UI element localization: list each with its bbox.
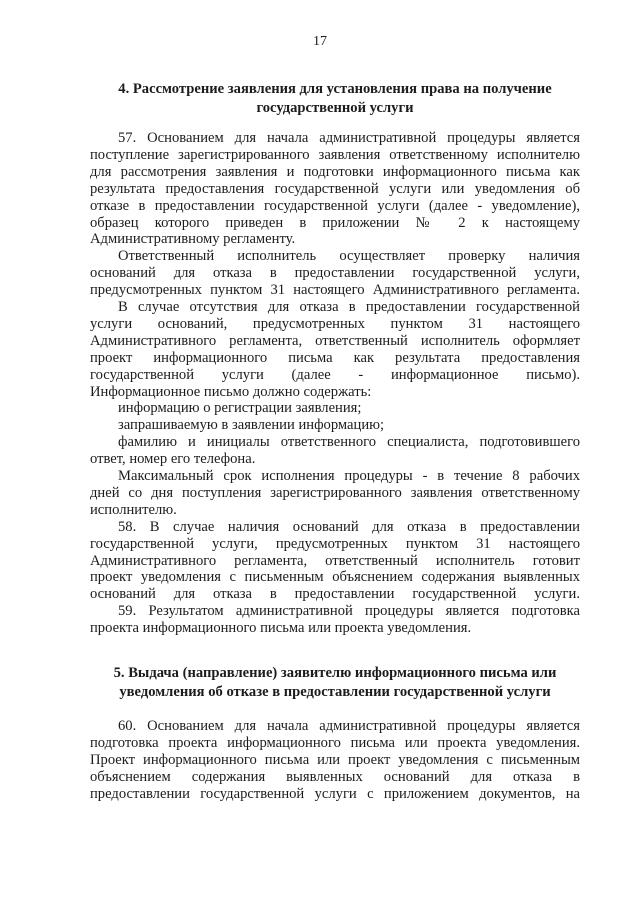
paragraph-line: поступление зарегистрированного заявления ответственному исполнителю — [90, 146, 580, 163]
section-4-heading-line-2: государственной услуги — [256, 100, 414, 116]
section-5-heading — [90, 664, 580, 702]
paragraph-line: 60. Основанием для начала административной процедуры является — [118, 718, 580, 734]
paragraph-line: оснований для отказа в предоставлении государственной услуги. — [90, 586, 580, 603]
paragraph-line: Проект информационного письма или проект уведомления с письменным — [90, 751, 580, 768]
paragraph-line: дней со дня поступления зарегистрированного заявления ответственному — [90, 484, 580, 501]
list-item: информацию о регистрации заявления; — [118, 400, 362, 417]
section-4-heading-line-1: 4. Рассмотрение заявления для установления права на получение — [118, 81, 552, 97]
paragraph-line: предоставлении государственной услуги с приложением документов, на — [90, 785, 580, 802]
paragraph-line: для рассмотрения заявления и подготовки информационного письма как — [90, 163, 580, 180]
paragraph-line: проект уведомления с письменным объяснением содержания выявленных — [90, 569, 580, 586]
paragraph-line: предусмотренных пунктом 31 настоящего Административного регламента. — [90, 282, 580, 299]
paragraph-line: Информационное письмо должно содержать: — [90, 383, 372, 400]
list-item: запрашиваемую в заявлении информацию; — [118, 417, 385, 434]
paragraph-line: Максимальный срок исполнения процедуры - в течение 8 рабочих — [118, 468, 580, 484]
paragraph-line: проект информационного письма как результата предоставления — [90, 349, 580, 366]
paragraph-line: В случае отсутствия для отказа в предоставлении государственной — [118, 299, 580, 315]
paragraph-line: подготовка проекта информационного письма или проекта уведомления. — [90, 734, 580, 751]
paragraph-line: 57. Основанием для начала административной процедуры является — [118, 130, 580, 146]
page-number: 17 — [313, 34, 327, 49]
section-5-heading-line-2: уведомления об отказе в предоставлении государственной услуги — [119, 684, 551, 700]
paragraph-line: Административного регламента, ответственный исполнитель оформляет — [90, 332, 580, 349]
paragraph-line: услуги оснований, предусмотренных пунктом 31 настоящего — [90, 315, 580, 332]
paragraph-line: 59. Результатом административной процедуры является подготовка — [118, 603, 580, 620]
paragraph-line: исполнителю. — [90, 501, 177, 518]
paragraph-line: оснований для отказа в предоставлении государственной услуги, — [90, 265, 580, 282]
section-5-heading-line-1: 5. Выдача (направление) заявителю информационного письма или — [113, 665, 557, 681]
paragraph-line: Административного регламента, ответственный исполнитель готовит — [90, 552, 580, 569]
paragraph-line: ответ, номер его телефона. — [90, 451, 256, 468]
list-item: фамилию и инициалы ответственного специалиста, подготовившего — [118, 434, 580, 451]
paragraph-line: государственной услуги (далее - информационное письмо). — [90, 366, 580, 383]
paragraph-line: Административному регламенту. — [90, 231, 296, 248]
paragraph-line: проекта информационного письма или проекта уведомления. — [90, 620, 472, 637]
paragraph-line: объяснением содержания выявленных оснований для отказа в — [90, 768, 580, 785]
paragraph-line: результата предоставления государственной услуги или уведомления об — [90, 180, 580, 197]
paragraph-line: образец которого приведен в приложении № 2 к настоящему — [90, 214, 580, 231]
section-4-heading — [90, 80, 580, 118]
paragraph-line: отказе в предоставлении государственной услуги (далее - уведомление), — [90, 197, 580, 214]
paragraph-line: Ответственный исполнитель осуществляет проверку наличия — [118, 248, 580, 265]
paragraph-line: 58. В случае наличия оснований для отказа в предоставлении — [118, 518, 580, 535]
paragraph-line: государственной услуги, предусмотренных пунктом 31 настоящего — [90, 535, 580, 552]
